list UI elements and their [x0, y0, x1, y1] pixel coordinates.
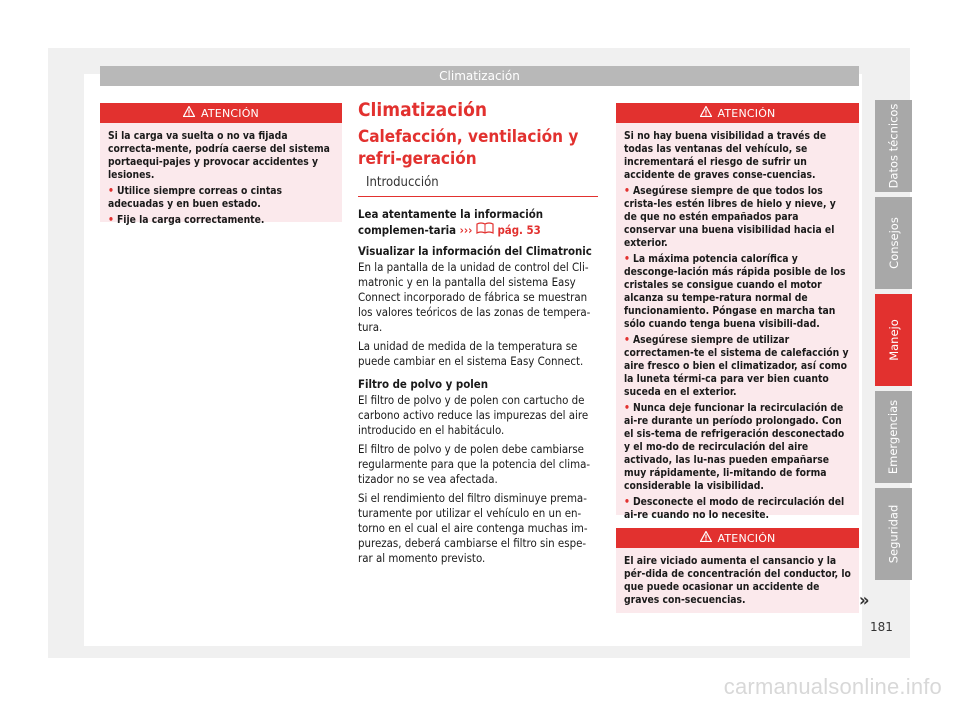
tab-label: Datos técnicos	[886, 103, 901, 189]
tab-label: Seguridad	[886, 504, 901, 564]
tab-datos-tecnicos[interactable]	[875, 100, 912, 192]
paragraph: En la pantalla de la unidad de control del Cli-matronic y en la pantalla del sistema Easy Connect incorporado de fábrica se muestran los valores teóricos de las zonas de tempera-tura.	[358, 260, 591, 334]
bullet-icon: •	[624, 185, 630, 197]
tab-seguridad[interactable]	[875, 488, 912, 580]
paragraph-heading: Visualizar la información del Climatronic	[358, 244, 592, 258]
page-number: 181	[870, 620, 893, 634]
paragraph: Si el rendimiento del filtro disminuye prema-turamente por utilizar el vehículo en un en-torno en el cual el aire contenga muchas im-purezas, deberá cambiarse el filtro sin espe-rar al momento previsto.	[358, 491, 588, 565]
warning-bullet: Asegúrese siempre de que todos los crista-les estén libres de hielo y nieve, y de que no estén empañados para conservar una buena visibilidad hacia el exterior.	[624, 185, 836, 249]
warning-intro: Si no hay buena visibilidad a través de todas las ventanas del vehículo, se incrementará el riesgo de sufrir un accidente de graves conse-cuencias.	[624, 130, 827, 181]
chapter-header: Climatización	[100, 66, 859, 86]
warning-bullet: Desconecte el modo de recirculación del ai-re cuando no lo necesite.	[624, 496, 845, 521]
warning-heading: ATENCIÓN	[717, 106, 776, 120]
tab-label: Manejo	[886, 319, 901, 361]
bullet-icon: •	[624, 496, 630, 508]
subsection-title: Introducción	[358, 174, 598, 197]
paragraph-heading: Filtro de polvo y polen	[358, 377, 488, 391]
warning-bullet: Asegúrese siempre de utilizar correctamen-te el sistema de calefacción y aire fresco o bien el climatizador, así como la luneta térmi-ca para ver bien cuanto suceda en el exterior.	[624, 334, 849, 398]
warning-header	[100, 103, 342, 123]
tab-label: Emergencias	[886, 399, 901, 475]
warning-triangle-icon	[183, 106, 195, 120]
tab-manejo[interactable]	[875, 294, 912, 386]
bullet-icon: •	[624, 402, 630, 414]
paragraph: El filtro de polvo y de polen con cartucho de carbono activo reduce las impurezas del aire introducido en el habitáculo.	[358, 393, 589, 437]
section-title: Calefacción, ventilación y refri-geración	[358, 127, 579, 169]
lead-text: Lea atentamente la información complemen-taria	[358, 207, 544, 237]
paragraph: La unidad de medida de la temperatura se puede cambiar en el sistema Easy Connect.	[358, 339, 584, 368]
warning-intro: Si la carga va suelta o no va fijada correcta-mente, podría caerse del sistema portaequi-pajes y provocar accidentes y lesiones.	[108, 130, 330, 181]
warning-triangle-icon	[700, 106, 712, 120]
warning-bullet: Fije la carga correctamente.	[116, 214, 265, 226]
warning-bullet: Utilice siempre correas o cintas adecuadas y en buen estado.	[108, 185, 283, 210]
watermark-text: carmanualsonline.info	[723, 674, 942, 699]
bullet-icon: •	[624, 334, 630, 346]
warning-intro: El aire viciado aumenta el cansancio y la pér-dida de concentración del conductor, lo que puede ocasionar un accidente de graves con-secuencias.	[624, 555, 851, 606]
warning-bullet: La máxima potencia calorífica y desconge-lación más rápida posible de los cristales se consigue cuando el motor alcanza su tempe-ratura normal de funcionamiento. Póngase en marcha tan sólo cuando tenga buena visibili-dad.	[624, 253, 846, 330]
page-title: Climatización	[358, 99, 488, 121]
right-warning-box	[616, 103, 859, 521]
right-warning-box-2	[616, 528, 859, 613]
tab-label: Consejos	[886, 217, 901, 269]
tab-consejos[interactable]	[875, 197, 912, 289]
warning-header	[616, 103, 859, 123]
continue-arrow-icon: »	[859, 590, 870, 611]
page-reference-link[interactable]: pág. 53	[497, 223, 541, 237]
bullet-icon: •	[108, 214, 114, 226]
lead-paragraph	[358, 207, 598, 238]
left-warning-box	[100, 103, 342, 226]
bullet-icon: •	[108, 185, 114, 197]
tab-emergencias[interactable]	[875, 391, 912, 483]
warning-heading: ATENCIÓN	[717, 531, 776, 545]
bullet-icon: •	[624, 253, 630, 265]
paragraph: El filtro de polvo y de polen debe cambiarse regularmente para que la potencia del clima-tizador no se vea afectada.	[358, 442, 591, 486]
xref-arrows-icon: ›››	[459, 223, 473, 237]
warning-header	[616, 528, 859, 548]
warning-triangle-icon	[700, 531, 712, 545]
warning-bullet: Nunca deje funcionar la recirculación de ai-re durante un período prolongado. Con el sis-tema de refrigeración desconectado y el mo-do de recirculación del aire activado, las lu-nas pueden empañarse muy rápidamente, li-mitando de forma considerable la visibilidad.	[624, 402, 845, 492]
warning-heading: ATENCIÓN	[201, 106, 259, 120]
book-icon	[476, 223, 494, 237]
main-column	[358, 98, 598, 570]
